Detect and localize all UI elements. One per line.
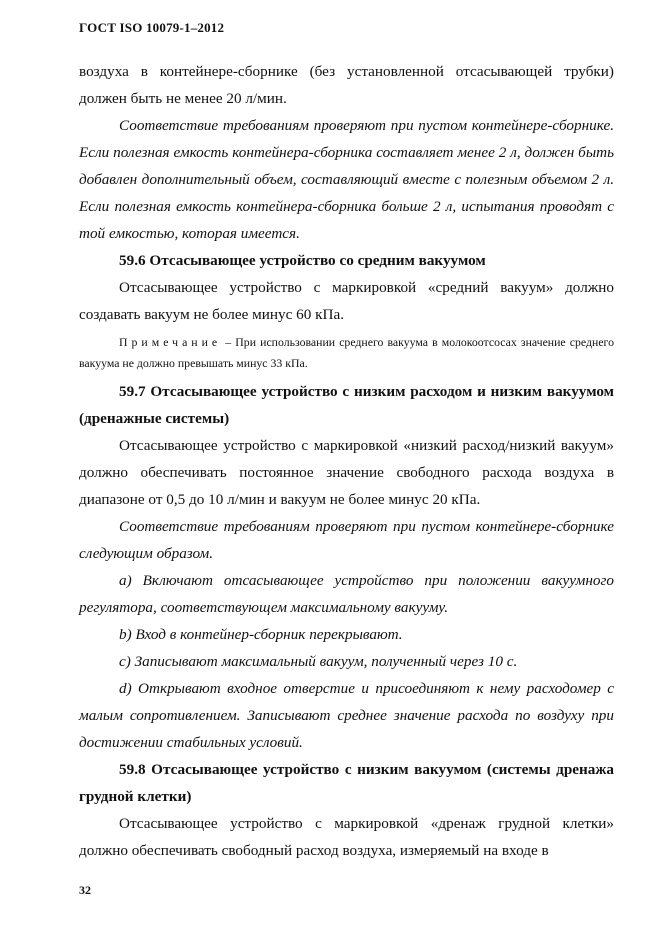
note-text: – При использовании среднего вакуума в молокоотсосах значение среднего вакуума не должно превышать минус 33 кПа.	[79, 335, 614, 370]
list-item-b: b) Вход в контейнер-сборник перекрывают.	[119, 626, 403, 643]
list-item-d: d) Открывают входное отверстие и присоединяют к нему расходомер с малым сопротивлением. Записывают среднее значение расхода по воздуху при достижении стабильных условий.	[79, 680, 614, 751]
paragraph-verification-1: Соответствие требованиям проверяют при пустом контейнере-сборнике. Если полезная емкость контейнера-сборника составляет менее 2 л, должен быть добавлен дополнительный объем, составляющий вместе с полезным объемом 2 л. Если полезная емкость контейнера-сборника больше 2 л, испытания проводят с той емкостью, которая имеется.	[79, 117, 614, 242]
paragraph-chest-drainage: Отсасывающее устройство с маркировкой «дренаж грудной клетки» должно обеспечивать свободный расход воздуха, измеряемый на входе в	[79, 815, 614, 859]
section-heading-59-7: 59.7 Отсасывающее устройство с низким расходом и низким вакуумом (дренажные системы)	[79, 383, 614, 427]
list-item-c: c) Записывают максимальный вакуум, полученный через 10 с.	[119, 653, 518, 670]
note	[79, 332, 614, 374]
paragraph-continuation: воздуха в контейнере-сборнике (без установленной отсасывающей трубки) должен быть не менее 20 л/мин.	[79, 63, 614, 107]
section-heading-59-8: 59.8 Отсасывающее устройство с низким вакуумом (системы дренажа грудной клетки)	[79, 761, 614, 805]
page-body	[79, 58, 614, 864]
paragraph-medium-vacuum: Отсасывающее устройство с маркировкой «средний вакуум» должно создавать вакуум не более минус 60 кПа.	[79, 279, 614, 323]
page-number: 32	[79, 883, 91, 897]
list-item-a: a) Включают отсасывающее устройство при положении вакуумного регулятора, соответствующем максимальному вакууму.	[79, 572, 614, 616]
paragraph-verification-2: Соответствие требованиям проверяют при пустом контейнере-сборнике следующим образом.	[79, 518, 614, 562]
document-header: ГОСТ ISO 10079-1–2012	[79, 20, 225, 35]
note-label: Примечание	[119, 335, 222, 349]
section-heading-59-6: 59.6 Отсасывающее устройство со средним вакуумом	[119, 252, 486, 269]
paragraph-low-flow: Отсасывающее устройство с маркировкой «низкий расход/низкий вакуум» должно обеспечивать постоянное значение свободного расхода воздуха в диапазоне от 0,5 до 10 л/мин и вакуум не более минус 20 кПа.	[79, 437, 614, 508]
